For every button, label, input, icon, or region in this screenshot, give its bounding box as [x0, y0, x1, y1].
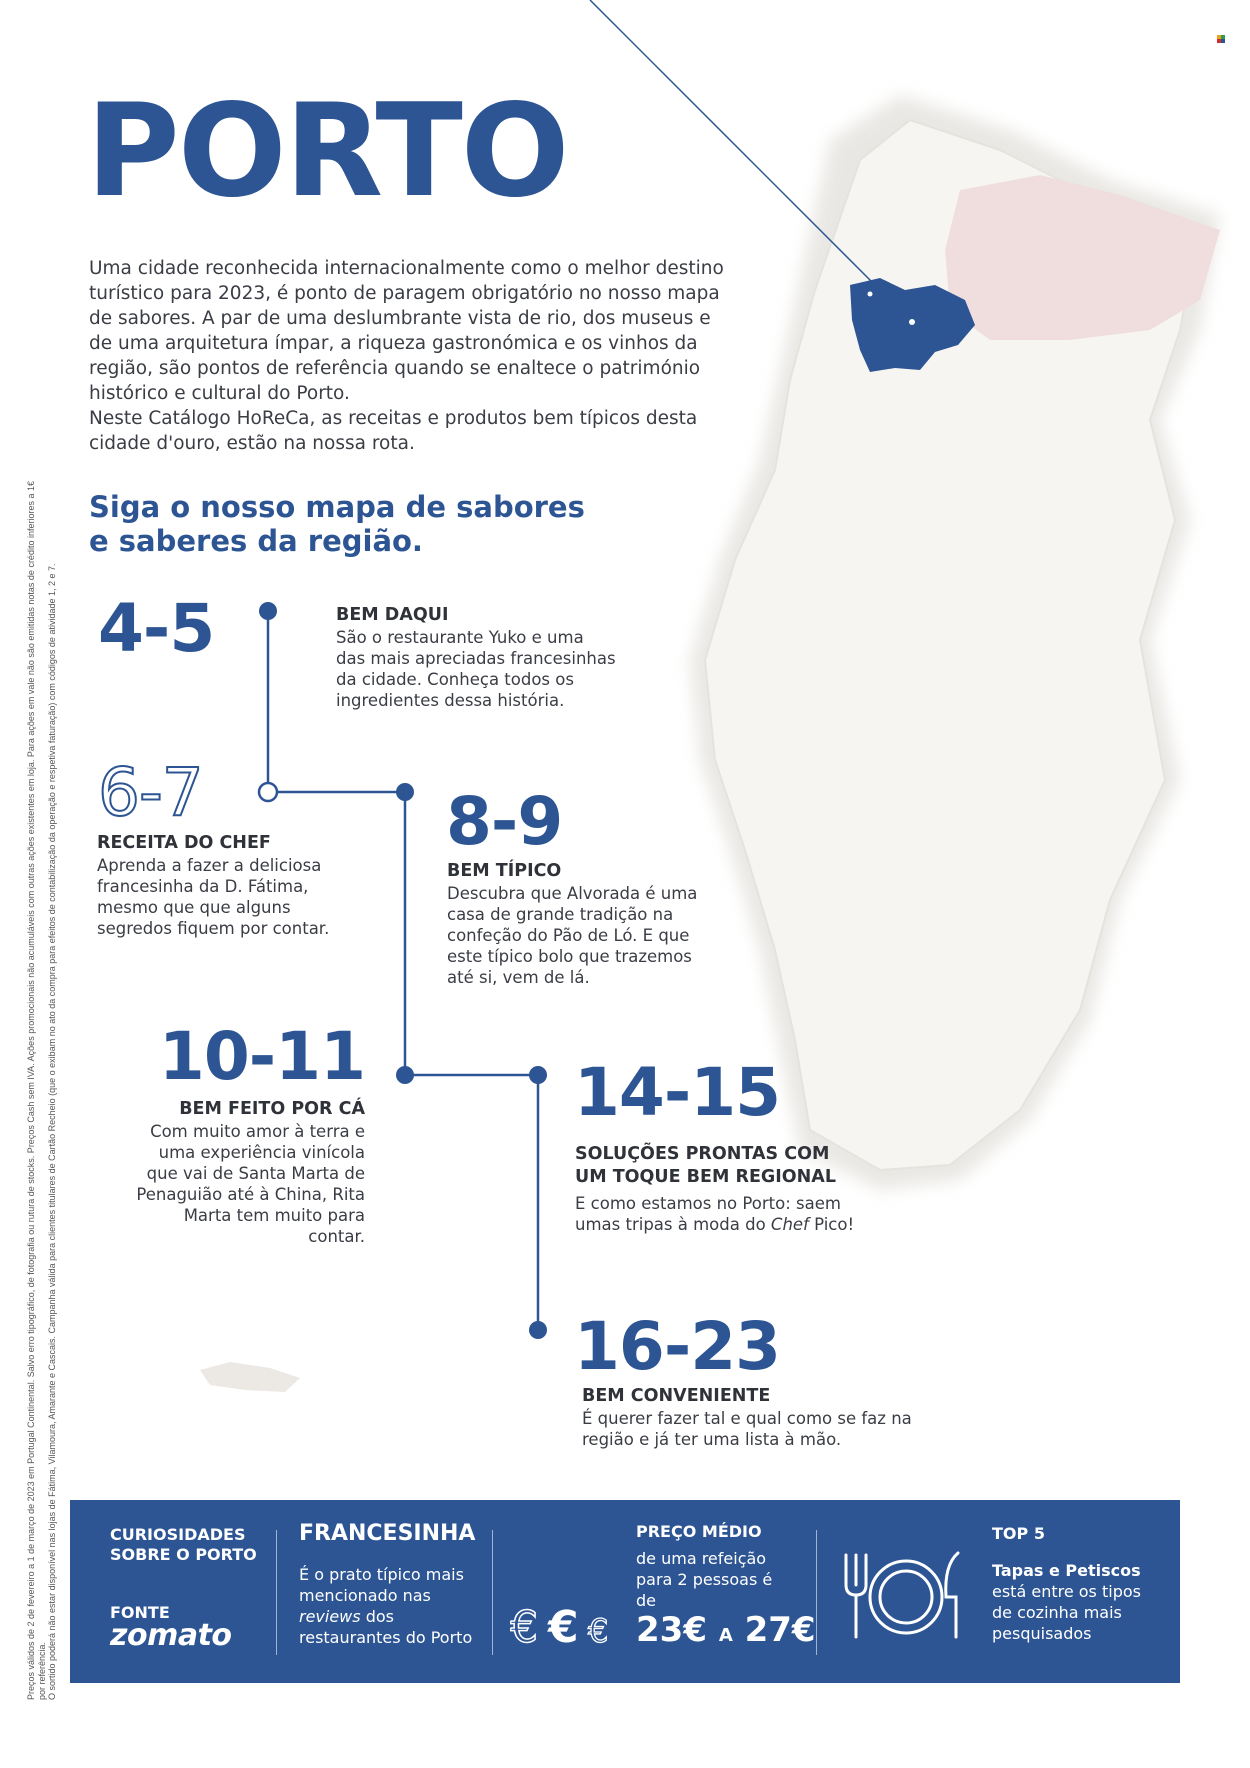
- timeline-node-16-23: [529, 1321, 547, 1339]
- bar-divider-2: [492, 1530, 493, 1655]
- price-max: 27€: [744, 1610, 816, 1650]
- section-pages-6-7: 6-7: [98, 754, 203, 831]
- timeline-node-6-7: [259, 783, 277, 801]
- section-pages-16-23: 16-23: [574, 1308, 781, 1385]
- section-title-bem-tipico: BEM TÍPICO: [447, 861, 562, 881]
- timeline-node-14-15: [529, 1066, 547, 1084]
- section-text-bem-feito-por-ca: Com muito amor à terra e uma experiência vinícola que vai de Santa Marta de Penaguião até à China, Rita Marta tem muito para contar.: [136, 1122, 365, 1246]
- page-title: PORTO: [86, 77, 568, 226]
- zomato-logo: zomato: [110, 1618, 232, 1653]
- average-price-text: de uma refeição para 2 pessoas é de: [636, 1549, 773, 1610]
- top5-text: está entre os tipos de cozinha mais pesquisados: [992, 1582, 1141, 1643]
- svg-text:€: €: [588, 1612, 609, 1650]
- section-title-receita-do-chef: RECEITA DO CHEF: [97, 833, 271, 853]
- section-pages-14-15: 14-15: [574, 1054, 781, 1131]
- curiosities-bar: [70, 1500, 1180, 1683]
- section-subtitle: Siga o nosso mapa de sabores e saberes da região.: [89, 490, 585, 558]
- top5-heading: TOP 5: [992, 1524, 1045, 1543]
- timeline-node-4-5: [259, 602, 277, 620]
- section-pages-10-11: 10-11: [158, 1018, 365, 1095]
- section-pages-8-9: 8-9: [446, 783, 563, 860]
- average-price-range: [636, 1610, 816, 1656]
- average-price-heading: PREÇO MÉDIO: [636, 1522, 762, 1541]
- source-label: FONTE: [110, 1603, 170, 1622]
- legal-disclaimer: [26, 470, 58, 1700]
- intro-paragraph-2: Neste Catálogo HoReCa, as receitas e produtos bem típicos desta cidade d'ouro, estão na nossa rota.: [89, 408, 698, 454]
- section-pages-4-5: 4-5: [98, 590, 215, 667]
- section-title-bem-feito-por-ca: BEM FEITO POR CÁ: [179, 1099, 365, 1119]
- svg-text:€: €: [548, 1602, 579, 1652]
- section-text-bem-conveniente: É querer fazer tal e qual como se faz na região e já ter uma lista à mão.: [582, 1409, 912, 1449]
- section-title-solucoes-prontas: SOLUÇÕES PRONTAS COM UM TOQUE BEM REGIONAL: [575, 1144, 836, 1187]
- bar-divider-1: [276, 1530, 277, 1655]
- section-text-solucoes-prontas: E como estamos no Porto: saem umas tripas à moda do Chef Pico!: [575, 1194, 855, 1234]
- legal-line-2: O sortido poderá não estar disponível nas lojas de Fátima, Vilamoura, Amarante e Cascais. Campanha válida para clientes titulares de Cartão Recheio (que o exibam no ato da compra para efeitos de contabilização da operação e respetiva faturação) com códigos de atividade 1, 2 e 7.: [47, 563, 57, 1700]
- timeline-node-10-11: [396, 1066, 414, 1084]
- cutlery-plate-icon: [838, 1545, 968, 1645]
- top5-block: [992, 1560, 1162, 1644]
- euro-icons: [510, 1600, 620, 1652]
- bar-divider-3: [816, 1530, 817, 1655]
- price-separator: A: [718, 1625, 733, 1646]
- section-text-bem-tipico: Descubra que Alvorada é uma casa de grande tradição na confeção do Pão de Ló. E que este típico bolo que trazemos até si, vem de lá.: [447, 884, 698, 987]
- curiosities-heading: CURIOSIDADES SOBRE O PORTO: [110, 1525, 257, 1564]
- top5-highlight: Tapas e Petiscos: [992, 1561, 1141, 1580]
- section-title-bem-conveniente: BEM CONVENIENTE: [582, 1386, 771, 1406]
- francesinha-heading: FRANCESINHA: [299, 1521, 476, 1546]
- timeline-node-8-9: [396, 783, 414, 801]
- section-text-receita-do-chef: Aprenda a fazer a deliciosa francesinha da D. Fátima, mesmo que que alguns segredos fiquem por contar.: [97, 856, 330, 938]
- intro-paragraph-1: Uma cidade reconhecida internacionalmente como o melhor destino turístico para 2023, é ponto de paragem obrigatório no nosso mapa de sabores. A par de uma deslumbrante vista de rio, dos museus e de uma arquitetura ímpar, a riqueza gastronómica e os vinhos da região, são pontos de referência quando se enaltece o património histórico e cultural do Porto.: [89, 258, 724, 404]
- price-min: 23€: [636, 1610, 707, 1650]
- section-text-bem-daqui: São o restaurante Yuko e uma das mais apreciadas francesinhas da cidade. Conheça todos os ingredientes dessa história.: [336, 628, 616, 710]
- svg-text:€: €: [510, 1602, 538, 1652]
- francesinha-text: É o prato típico mais mencionado nas reviews dos restaurantes do Porto: [299, 1565, 473, 1647]
- section-title-bem-daqui: BEM DAQUI: [336, 605, 449, 625]
- legal-line-1: Preços válidos de 2 de fevereiro a 1 de março de 2023 em Portugal Continental. Salvo erro tipográfico, de fotografia ou rutura de stocks. Preços Cash sem IVA. Ações promocionais não acumuláveis com outras ações existentes em loja. Para ações em vale não são emitidas notas de crédito inferiores a 1€ por referência.: [26, 481, 47, 1700]
